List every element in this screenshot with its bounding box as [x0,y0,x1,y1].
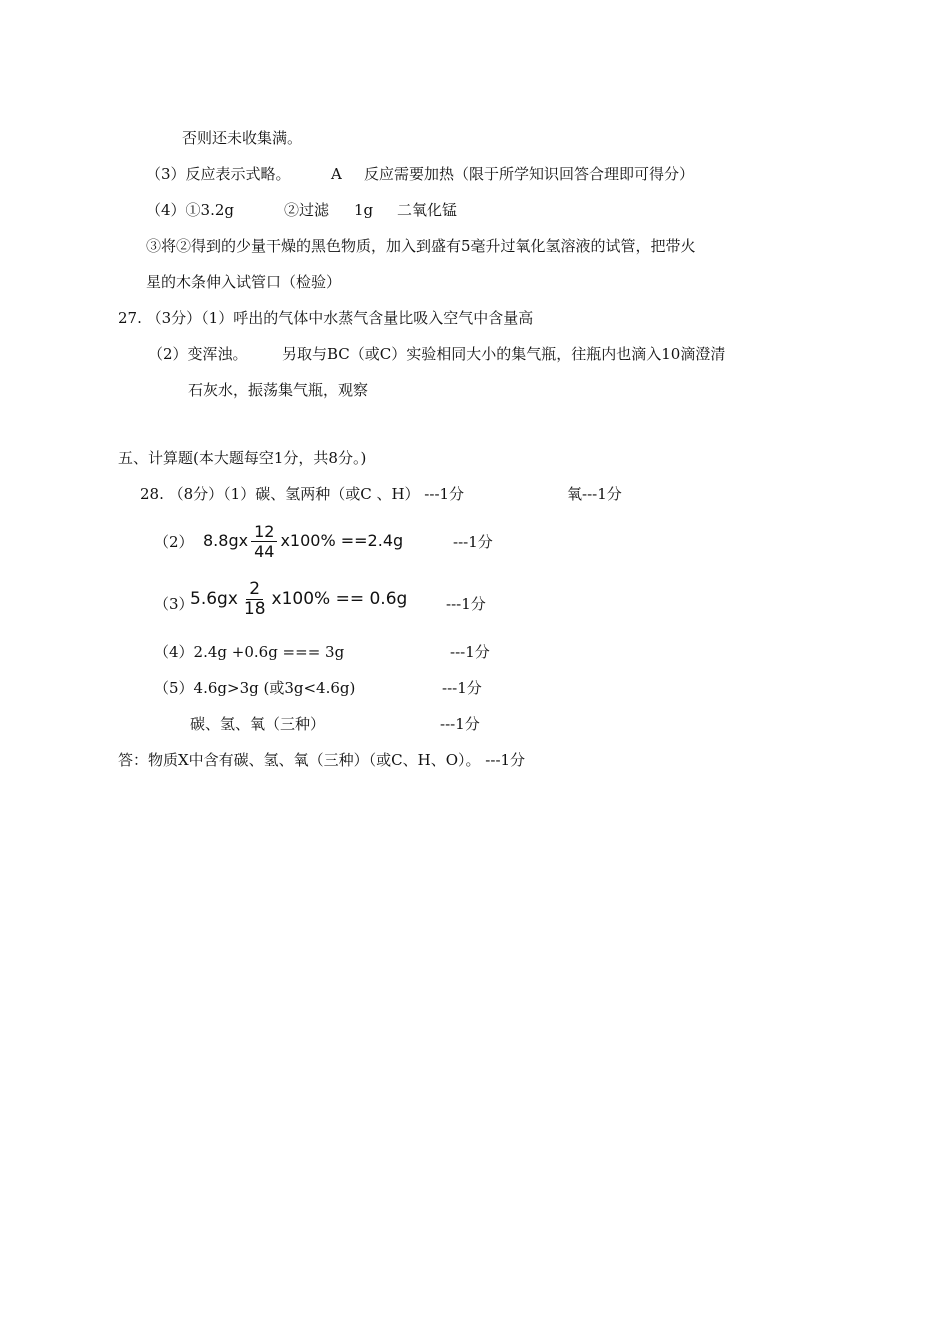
item-4-step3-cont: 星的木条伸入试管口（检验） [146,273,342,291]
formula-carbon-mass [203,518,403,564]
formula-carbon-pre: 8.8gx [203,531,249,550]
q28-part3-score: ---1分 [446,595,486,613]
formula-hydrogen-pre: 5.6gx [190,589,238,609]
question-27: 27. （3分）（1）呼出的气体中水蒸气含量比吸入空气中含量高 [118,309,534,327]
q28-part5-score: ---1分 [442,679,482,697]
fraction-2-18 [241,580,269,619]
item-4-1g: 1g [354,201,374,219]
q27-part2-method: 另取与BC（或C）实验相同大小的集气瓶，往瓶内也滴入10滴澄清 [282,345,726,363]
q28-part2-label: （2） [154,533,194,551]
question-28-oxygen: 氧---1分 [567,485,622,503]
fraction-numerator: 12 [251,522,277,542]
q27-part2-cont: 石灰水，振荡集气瓶，观察 [188,381,369,399]
q28-part4: （4）2.4g +0.6g === 3g [154,643,345,661]
item-3-reason: 反应需要加热（限于所学知识回答合理即可得分） [364,165,695,183]
line-not-full: 否则还未收集满。 [182,129,303,147]
item-3-label: （3）反应表示式略。 [146,165,291,183]
final-answer: 答：物质X中含有碳、氢、氧（三种）（或C、H、O）。 ---1分 [118,751,526,769]
q28-elements-score: ---1分 [440,715,480,733]
formula-hydrogen-mass [190,576,407,622]
q28-elements: 碳、氢、氧（三种） [190,715,326,733]
fraction-denominator: 18 [243,598,266,619]
q28-part4-score: ---1分 [450,643,490,661]
item-4-mass: （4）①3.2g [146,201,235,219]
fraction-12-44 [251,522,277,561]
q28-part2-score: ---1分 [453,533,493,551]
q28-part5: （5）4.6g>3g (或3g<4.6g) [154,679,356,697]
section-5-heading: 五、计算题(本大题每空1分，共8分。) [118,449,367,467]
formula-carbon-post: x100% ==2.4g [280,531,404,550]
q27-part2-label: （2）变浑浊。 [148,345,248,363]
formula-hydrogen-post: x100% == 0.6g [271,589,408,609]
fraction-numerator: 2 [246,580,263,600]
question-28-part1: 28. （8分）（1）碳、氢两种（或C 、H） ---1分 [140,485,465,503]
item-4-filter: ②过滤 [284,201,330,219]
item-3-choice: A [331,165,342,183]
q28-part3-label: （3） [154,595,194,613]
item-4-mno2: 二氧化锰 [397,201,458,219]
fraction-denominator: 44 [254,541,275,561]
item-4-step3: ③将②得到的少量干燥的黑色物质，加入到盛有5毫升过氧化氢溶液的试管，把带火 [146,237,696,255]
